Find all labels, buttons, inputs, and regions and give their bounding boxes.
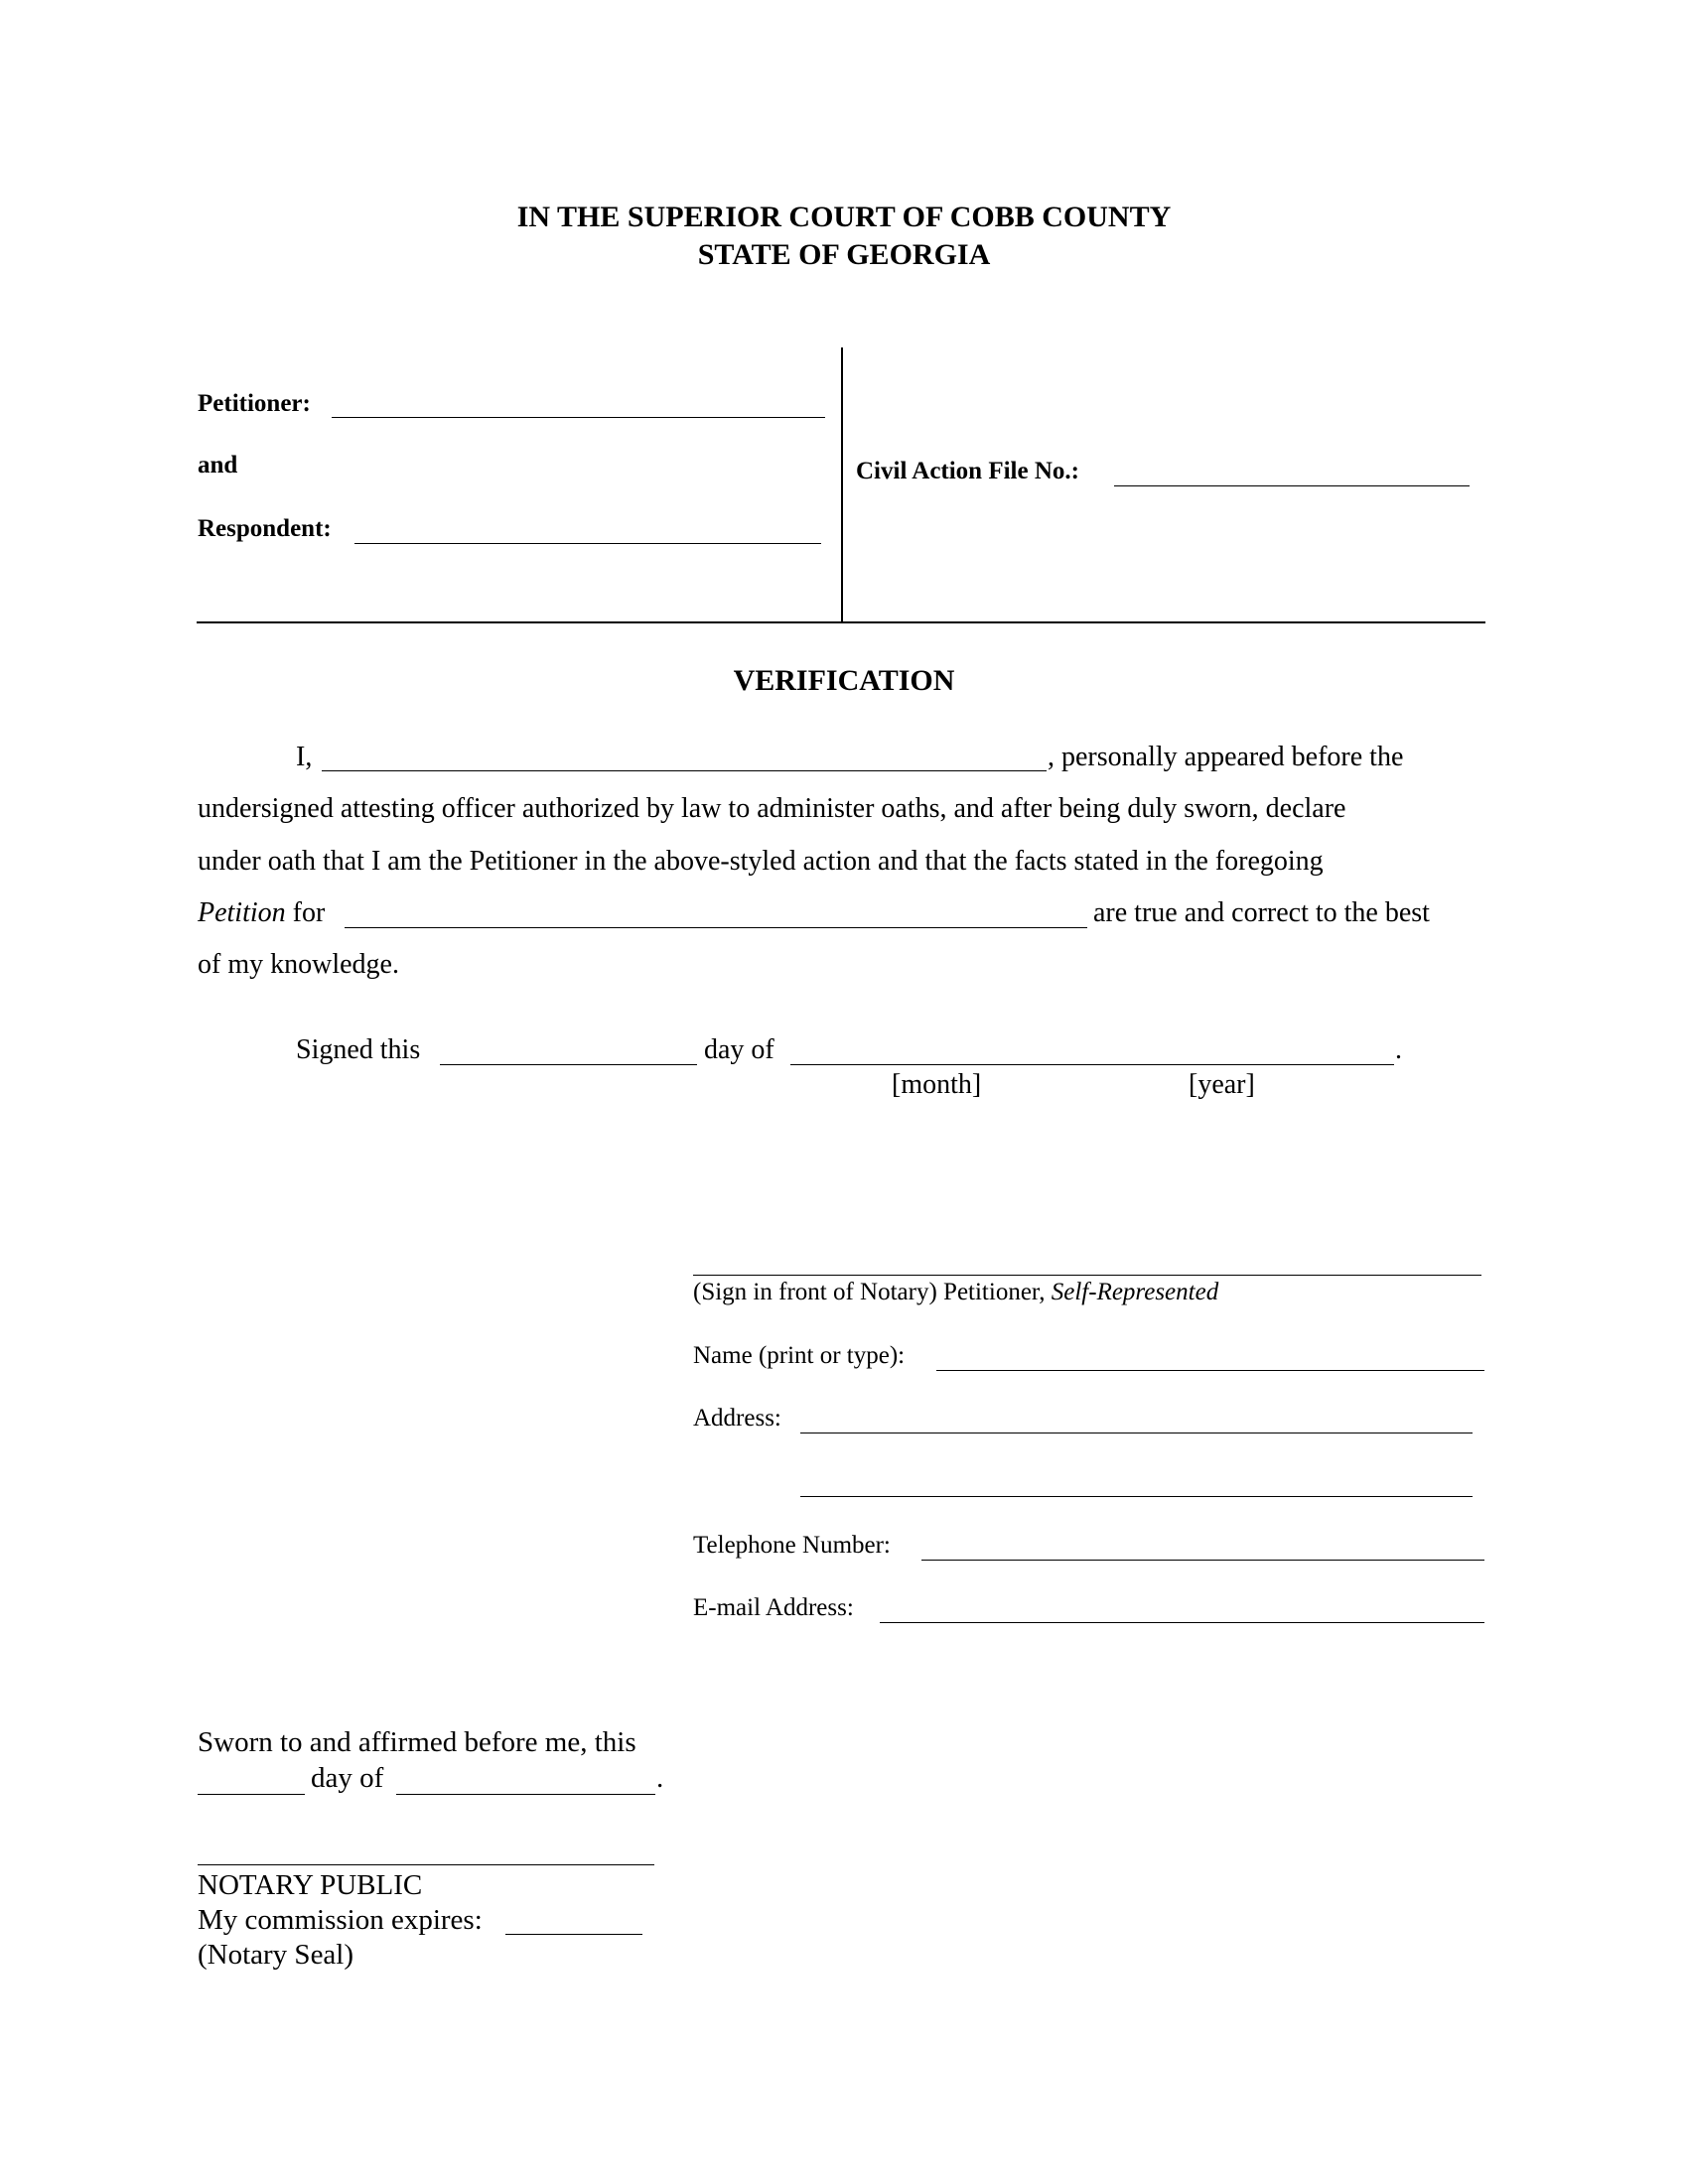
- commission-expires-field[interactable]: [505, 1934, 642, 1935]
- notary-month-field[interactable]: [396, 1794, 655, 1795]
- signed-day-of-label: day of: [704, 1034, 774, 1065]
- paragraph-line1-end: , personally appeared before the: [1048, 742, 1404, 772]
- commission-expires-label: My commission expires:: [198, 1904, 483, 1936]
- respondent-field[interactable]: [354, 543, 821, 544]
- and-label: and: [198, 452, 238, 478]
- sign-note-text: (Sign in front of Notary) Petitioner,: [693, 1279, 1052, 1305]
- civil-action-field[interactable]: [1114, 485, 1470, 486]
- respondent-label: Respondent:: [198, 515, 332, 542]
- signed-day-field[interactable]: [440, 1064, 697, 1065]
- month-hint: [month]: [892, 1069, 982, 1100]
- self-represented-text: Self-Represented: [1051, 1279, 1219, 1305]
- petition-word: Petition: [198, 897, 286, 928]
- paragraph-line4-start: [198, 897, 325, 929]
- notary-period: .: [656, 1762, 664, 1794]
- email-label: E-mail Address:: [693, 1594, 854, 1621]
- sworn-text: Sworn to and affirmed before me, this: [198, 1726, 636, 1758]
- address-label: Address:: [693, 1405, 781, 1432]
- notary-signature-line[interactable]: [198, 1864, 654, 1865]
- email-field[interactable]: [880, 1622, 1484, 1623]
- petition-type-field[interactable]: [345, 927, 1087, 928]
- declarant-name-field[interactable]: [322, 770, 1047, 771]
- notary-public-label: NOTARY PUBLIC: [198, 1869, 423, 1901]
- sign-note: [693, 1279, 1218, 1306]
- petitioner-label: Petitioner:: [198, 390, 311, 417]
- year-hint: [year]: [1189, 1069, 1255, 1100]
- verification-heading: VERIFICATION: [733, 664, 955, 697]
- telephone-field[interactable]: [921, 1560, 1484, 1561]
- civil-action-label: Civil Action File No.:: [856, 458, 1079, 484]
- petitioner-signature-line[interactable]: [693, 1275, 1481, 1276]
- court-title-line2: STATE OF GEORGIA: [697, 238, 991, 271]
- telephone-label: Telephone Number:: [693, 1532, 891, 1559]
- paragraph-line5: of my knowledge.: [198, 949, 399, 980]
- notary-day-of-label: day of: [311, 1762, 384, 1794]
- name-label: Name (print or type):: [693, 1342, 906, 1369]
- paragraph-line4-end: are true and correct to the best: [1093, 897, 1430, 928]
- paragraph-line3: under oath that I am the Petitioner in the above-styled action and that the facts stated in the foregoing: [198, 846, 1324, 877]
- for-word: for: [285, 897, 326, 928]
- court-title-line1: IN THE SUPERIOR COURT OF COBB COUNTY: [516, 201, 1172, 233]
- petitioner-field[interactable]: [332, 417, 825, 418]
- i-label: I,: [296, 742, 313, 772]
- signed-month-year-field[interactable]: [790, 1064, 1394, 1065]
- caption-divider: [841, 347, 843, 621]
- signed-this-label: Signed this: [296, 1034, 421, 1065]
- notary-seal-label: (Notary Seal): [198, 1939, 354, 1971]
- caption-bottom-rule: [197, 621, 1485, 623]
- signed-period: .: [1395, 1034, 1402, 1065]
- address-field-line2[interactable]: [800, 1496, 1473, 1497]
- name-field[interactable]: [936, 1370, 1484, 1371]
- paragraph-line2: undersigned attesting officer authorized by law to administer oaths, and after being duly sworn, declare: [198, 793, 1346, 824]
- notary-day-field[interactable]: [198, 1794, 305, 1795]
